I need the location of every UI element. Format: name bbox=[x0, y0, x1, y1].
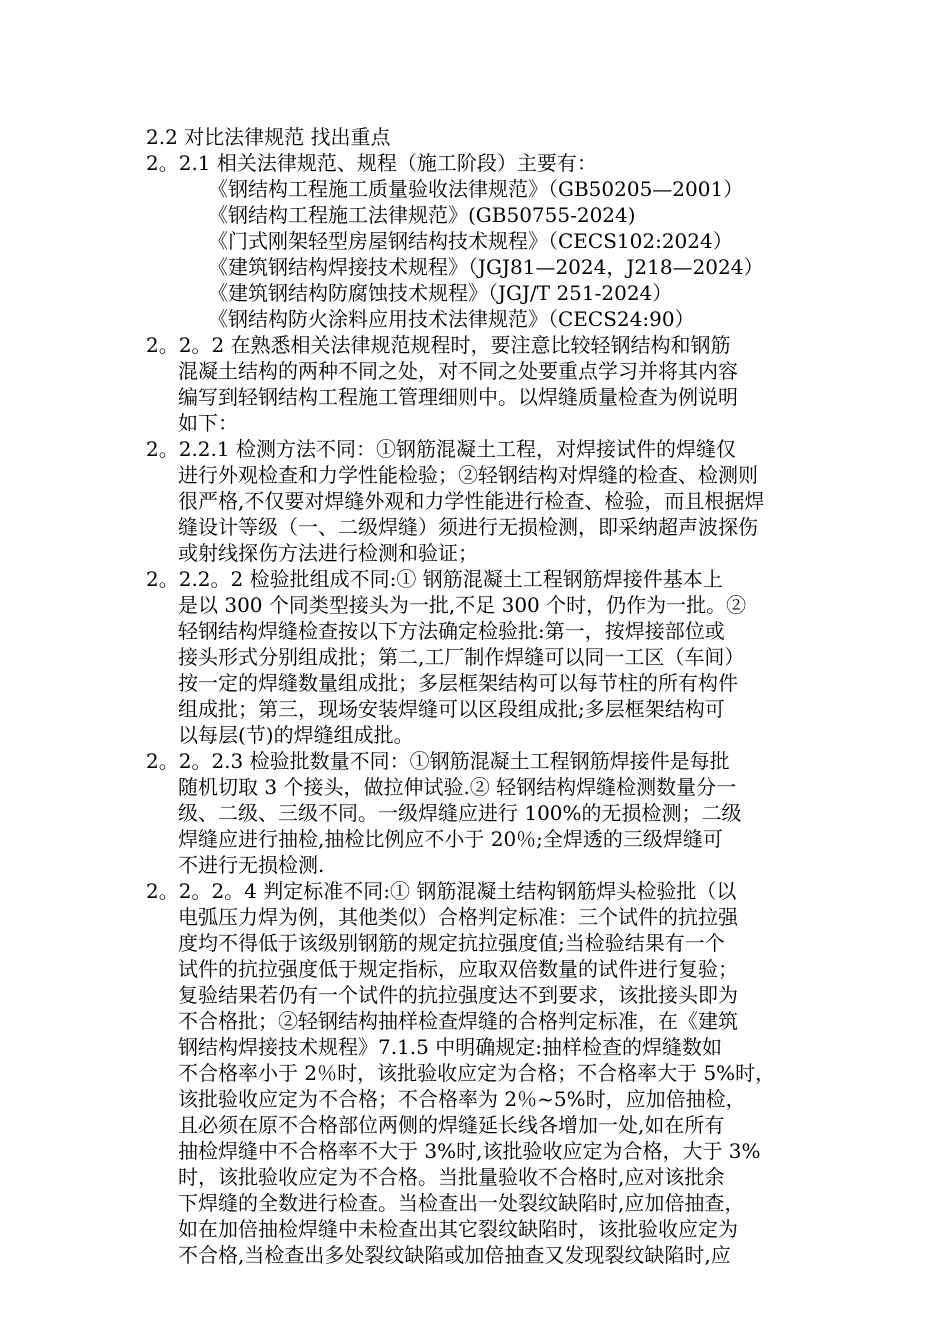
paragraph-line: 下焊缝的全数进行检查。当检查出一处裂纹缺陷时,应加倍抽查， bbox=[178, 1191, 745, 1215]
paragraph-line: 不合格批；②轻钢结构抽样检查焊缝的合格判定标准，在《建筑 bbox=[178, 1009, 738, 1033]
paragraph-line: 度均不得低于该级别钢筋的规定抗拉强度值;当检验结果有一个 bbox=[178, 931, 725, 955]
paragraph-line: 随机切取 3 个接头，做拉伸试验.② 轻钢结构焊缝检测数量分一 bbox=[178, 775, 737, 799]
regulation-item: 《建筑钢结构防腐蚀技术规程》（JGJ/T 251-2024） bbox=[208, 281, 673, 305]
paragraph-line: 2。2。2.3 检验批数量不同：①钢筋混凝土工程钢筋焊接件是每批 bbox=[146, 749, 730, 773]
paragraph-line: 以每层(节)的焊缝组成批。 bbox=[178, 723, 414, 747]
paragraph-line: 如在加倍抽检焊缝中未检查出其它裂纹缺陷时，该批验收应定为 bbox=[178, 1217, 738, 1241]
paragraph-line: 抽检焊缝中不合格率不大于 3%时,该批验收应定为合格，大于 3% bbox=[178, 1139, 761, 1163]
paragraph-line: 按一定的焊缝数量组成批；多层框架结构可以每节柱的所有构件 bbox=[178, 671, 738, 695]
paragraph-line: 混凝土结构的两种不同之处，对不同之处要重点学习并将其内容 bbox=[178, 359, 738, 383]
subsection-heading: 2。2.1 相关法律规范、规程（施工阶段）主要有： bbox=[146, 151, 597, 175]
regulation-item: 《钢结构工程施工法律规范》(GB50755-2024) bbox=[208, 203, 636, 227]
regulation-item: 《门式刚架轻型房屋钢结构技术规程》（CECS102:2024） bbox=[208, 229, 733, 253]
paragraph-line: 编写到轻钢结构工程施工管理细则中。以焊缝质量检查为例说明 bbox=[178, 385, 738, 409]
paragraph-line: 复验结果若仍有一个试件的抗拉强度达不到要求，该批接头即为 bbox=[178, 983, 738, 1007]
paragraph-line: 该批验收应定为不合格；不合格率为 2％~5%时，应加倍抽检， bbox=[178, 1087, 746, 1111]
paragraph-line: 钢结构焊接技术规程》7.1.5 中明确规定:抽样检查的焊缝数如 bbox=[178, 1035, 722, 1059]
paragraph-line: 不进行无损检测. bbox=[178, 853, 325, 877]
paragraph-line: 2。2。2。4 判定标准不同:① 钢筋混凝土结构钢筋焊头检验批（以 bbox=[146, 879, 737, 903]
paragraph-line: 2。2.2。2 检验批组成不同:① 钢筋混凝土工程钢筋焊接件基本上 bbox=[146, 567, 723, 591]
paragraph-line: 缝设计等级（一、二级焊缝）须进行无损检测，即采纳超声波探伤 bbox=[178, 515, 758, 539]
paragraph-line: 接头形式分别组成批；第二,工厂制作焊缝可以同一工区（车间） bbox=[178, 645, 745, 669]
paragraph-line: 组成批；第三，现场安装焊缝可以区段组成批;多层框架结构可 bbox=[178, 697, 725, 721]
paragraph-line: 是以 300 个同类型接头为一批,不足 300 个时，仍作为一批。② bbox=[178, 593, 747, 617]
paragraph-line: 很严格,不仅要对焊缝外观和力学性能进行检查、检验，而且根据焊 bbox=[178, 489, 765, 513]
paragraph-line: 级、二级、三级不同。一级焊缝应进行 100%的无损检测；二级 bbox=[178, 801, 742, 825]
paragraph-line: 时，该批验收应定为不合格。当批量验收不合格时,应对该批余 bbox=[178, 1165, 725, 1189]
paragraph-line: 2。2.2.1 检测方法不同：①钢筋混凝土工程，对焊接试件的焊缝仅 bbox=[146, 437, 736, 461]
regulation-item: 《建筑钢结构焊接技术规程》（JGJ81—2024，J218—2024） bbox=[208, 255, 764, 279]
paragraph-line: 电弧压力焊为例，其他类似）合格判定标准：三个试件的抗拉强 bbox=[178, 905, 738, 929]
paragraph-line: 不合格,当检查出多处裂纹缺陷或加倍抽查又发现裂纹缺陷时,应 bbox=[178, 1243, 731, 1267]
paragraph-line: 如下： bbox=[178, 411, 238, 435]
paragraph-line: 轻钢结构焊缝检查按以下方法确定检验批:第一，按焊接部位或 bbox=[178, 619, 725, 643]
paragraph-line: 且必须在原不合格部位两侧的焊缝延长线各增加一处,如在所有 bbox=[178, 1113, 725, 1137]
paragraph-line: 或射线探伤方法进行检测和验证； bbox=[178, 541, 478, 565]
paragraph-line: 进行外观检查和力学性能检验；②轻钢结构对焊缝的检查、检测则 bbox=[178, 463, 758, 487]
paragraph-line: 试件的抗拉强度低于规定指标，应取双倍数量的试件进行复验； bbox=[178, 957, 738, 981]
regulation-item: 《钢结构防火涂料应用技术法律规范》（CECS24:90） bbox=[208, 307, 695, 331]
paragraph-line: 不合格率小于 2％时，该批验收应定为合格；不合格率大于 5%时， bbox=[178, 1061, 776, 1085]
section-heading: 2.2 对比法律规范 找出重点 bbox=[146, 125, 391, 149]
paragraph-line: 2。2。2 在熟悉相关法律规范规程时，要注意比较轻钢结构和钢筋 bbox=[146, 333, 731, 357]
regulation-item: 《钢结构工程施工质量验收法律规范》（GB50205—2001） bbox=[208, 177, 744, 201]
paragraph-line: 焊缝应进行抽检,抽检比例应不小于 20％;全焊透的三级焊缝可 bbox=[178, 827, 723, 851]
